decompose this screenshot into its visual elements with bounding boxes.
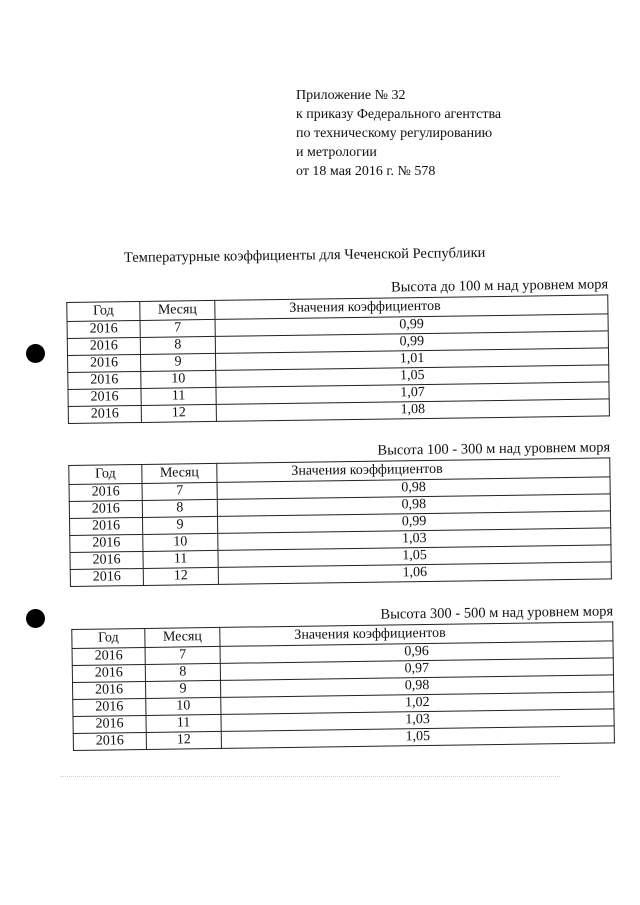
header-year: Год bbox=[72, 628, 145, 648]
cell-coefficient: 1,03 bbox=[218, 528, 611, 550]
header-month: Месяц bbox=[145, 627, 220, 647]
header-coefficient: Значения коэффициентов bbox=[217, 458, 610, 482]
cell-coefficient: 1,05 bbox=[218, 545, 611, 567]
cell-coefficient: 0,96 bbox=[220, 641, 613, 663]
cell-month: 7 bbox=[145, 646, 220, 664]
cell-coefficient: 1,03 bbox=[221, 709, 614, 731]
cell-coefficient: 0,98 bbox=[217, 494, 610, 516]
cell-month: 8 bbox=[145, 663, 220, 681]
altitude-caption: Высота до 100 м над уровнем моря bbox=[390, 276, 609, 296]
cell-month: 8 bbox=[142, 499, 217, 517]
cell-coefficient: 0,98 bbox=[220, 675, 613, 697]
cell-year: 2016 bbox=[69, 483, 142, 501]
cell-month: 9 bbox=[146, 680, 221, 698]
coefficient-table bbox=[66, 294, 610, 424]
cell-month: 10 bbox=[143, 533, 218, 551]
cell-coefficient: 1,06 bbox=[218, 562, 611, 584]
cell-year: 2016 bbox=[73, 732, 146, 750]
punch-hole bbox=[26, 344, 45, 363]
cell-coefficient: 1,01 bbox=[215, 348, 608, 370]
cell-month: 12 bbox=[146, 731, 221, 749]
appendix-line: Приложение № 32 bbox=[296, 88, 406, 103]
cell-year: 2016 bbox=[70, 568, 143, 586]
altitude-caption: Высота 300 - 500 м над уровнем моря bbox=[380, 603, 614, 623]
cell-year: 2016 bbox=[68, 354, 141, 372]
appendix-line: от 18 мая 2016 г. № 578 bbox=[296, 164, 436, 179]
coefficient-table-block bbox=[71, 602, 615, 751]
cell-year: 2016 bbox=[68, 405, 141, 423]
altitude-caption: Высота 100 - 300 м над уровнем моря bbox=[377, 439, 611, 459]
cell-month: 11 bbox=[143, 550, 218, 568]
cell-year: 2016 bbox=[68, 388, 141, 406]
appendix-line: к приказу Федерального агентства bbox=[296, 107, 502, 122]
cell-year: 2016 bbox=[70, 517, 143, 535]
cell-coefficient: 1,02 bbox=[221, 692, 614, 714]
cell-month: 9 bbox=[141, 353, 216, 371]
header-month: Месяц bbox=[142, 463, 217, 483]
cell-coefficient: 1,05 bbox=[216, 365, 609, 387]
cell-month: 7 bbox=[140, 319, 215, 337]
cell-month: 11 bbox=[146, 714, 221, 732]
cell-coefficient: 0,98 bbox=[217, 477, 610, 499]
appendix-header bbox=[296, 86, 501, 181]
coefficient-table bbox=[68, 457, 612, 587]
cell-coefficient: 1,05 bbox=[221, 726, 614, 748]
cell-month: 11 bbox=[141, 387, 216, 405]
cell-year: 2016 bbox=[72, 664, 145, 682]
cell-coefficient: 0,99 bbox=[215, 331, 608, 353]
cell-month: 8 bbox=[140, 336, 215, 354]
cell-month: 7 bbox=[142, 482, 217, 500]
appendix-line: и метрологии bbox=[296, 145, 377, 160]
cell-month: 9 bbox=[143, 516, 218, 534]
cell-year: 2016 bbox=[69, 500, 142, 518]
coefficient-table-block bbox=[68, 438, 612, 587]
punch-hole bbox=[26, 609, 45, 628]
document-title: Температурные коэффициенты для Чеченской Республики bbox=[123, 244, 486, 266]
header-coefficient: Значения коэффициентов bbox=[215, 295, 608, 319]
cell-year: 2016 bbox=[70, 551, 143, 569]
cell-year: 2016 bbox=[73, 715, 146, 733]
cell-year: 2016 bbox=[68, 371, 141, 389]
header-month: Месяц bbox=[140, 300, 215, 320]
cell-coefficient: 1,07 bbox=[216, 382, 609, 404]
header-year: Год bbox=[67, 301, 140, 321]
cell-year: 2016 bbox=[70, 534, 143, 552]
cell-year: 2016 bbox=[72, 647, 145, 665]
cell-year: 2016 bbox=[73, 681, 146, 699]
cell-year: 2016 bbox=[73, 698, 146, 716]
cell-coefficient: 0,99 bbox=[215, 314, 608, 336]
cell-coefficient: 1,08 bbox=[216, 399, 609, 421]
cell-year: 2016 bbox=[67, 320, 140, 338]
cell-month: 12 bbox=[141, 404, 216, 422]
cell-year: 2016 bbox=[67, 337, 140, 355]
appendix-line: по техническому регулированию bbox=[296, 126, 493, 141]
coefficient-table bbox=[71, 621, 615, 751]
scan-artifact-line bbox=[60, 776, 560, 777]
cell-month: 10 bbox=[146, 697, 221, 715]
coefficient-table-block bbox=[66, 275, 610, 424]
cell-coefficient: 0,99 bbox=[217, 511, 610, 533]
header-coefficient: Значения коэффициентов bbox=[220, 622, 613, 646]
cell-month: 12 bbox=[143, 567, 218, 585]
cell-coefficient: 0,97 bbox=[220, 658, 613, 680]
header-year: Год bbox=[69, 464, 142, 484]
cell-month: 10 bbox=[141, 370, 216, 388]
